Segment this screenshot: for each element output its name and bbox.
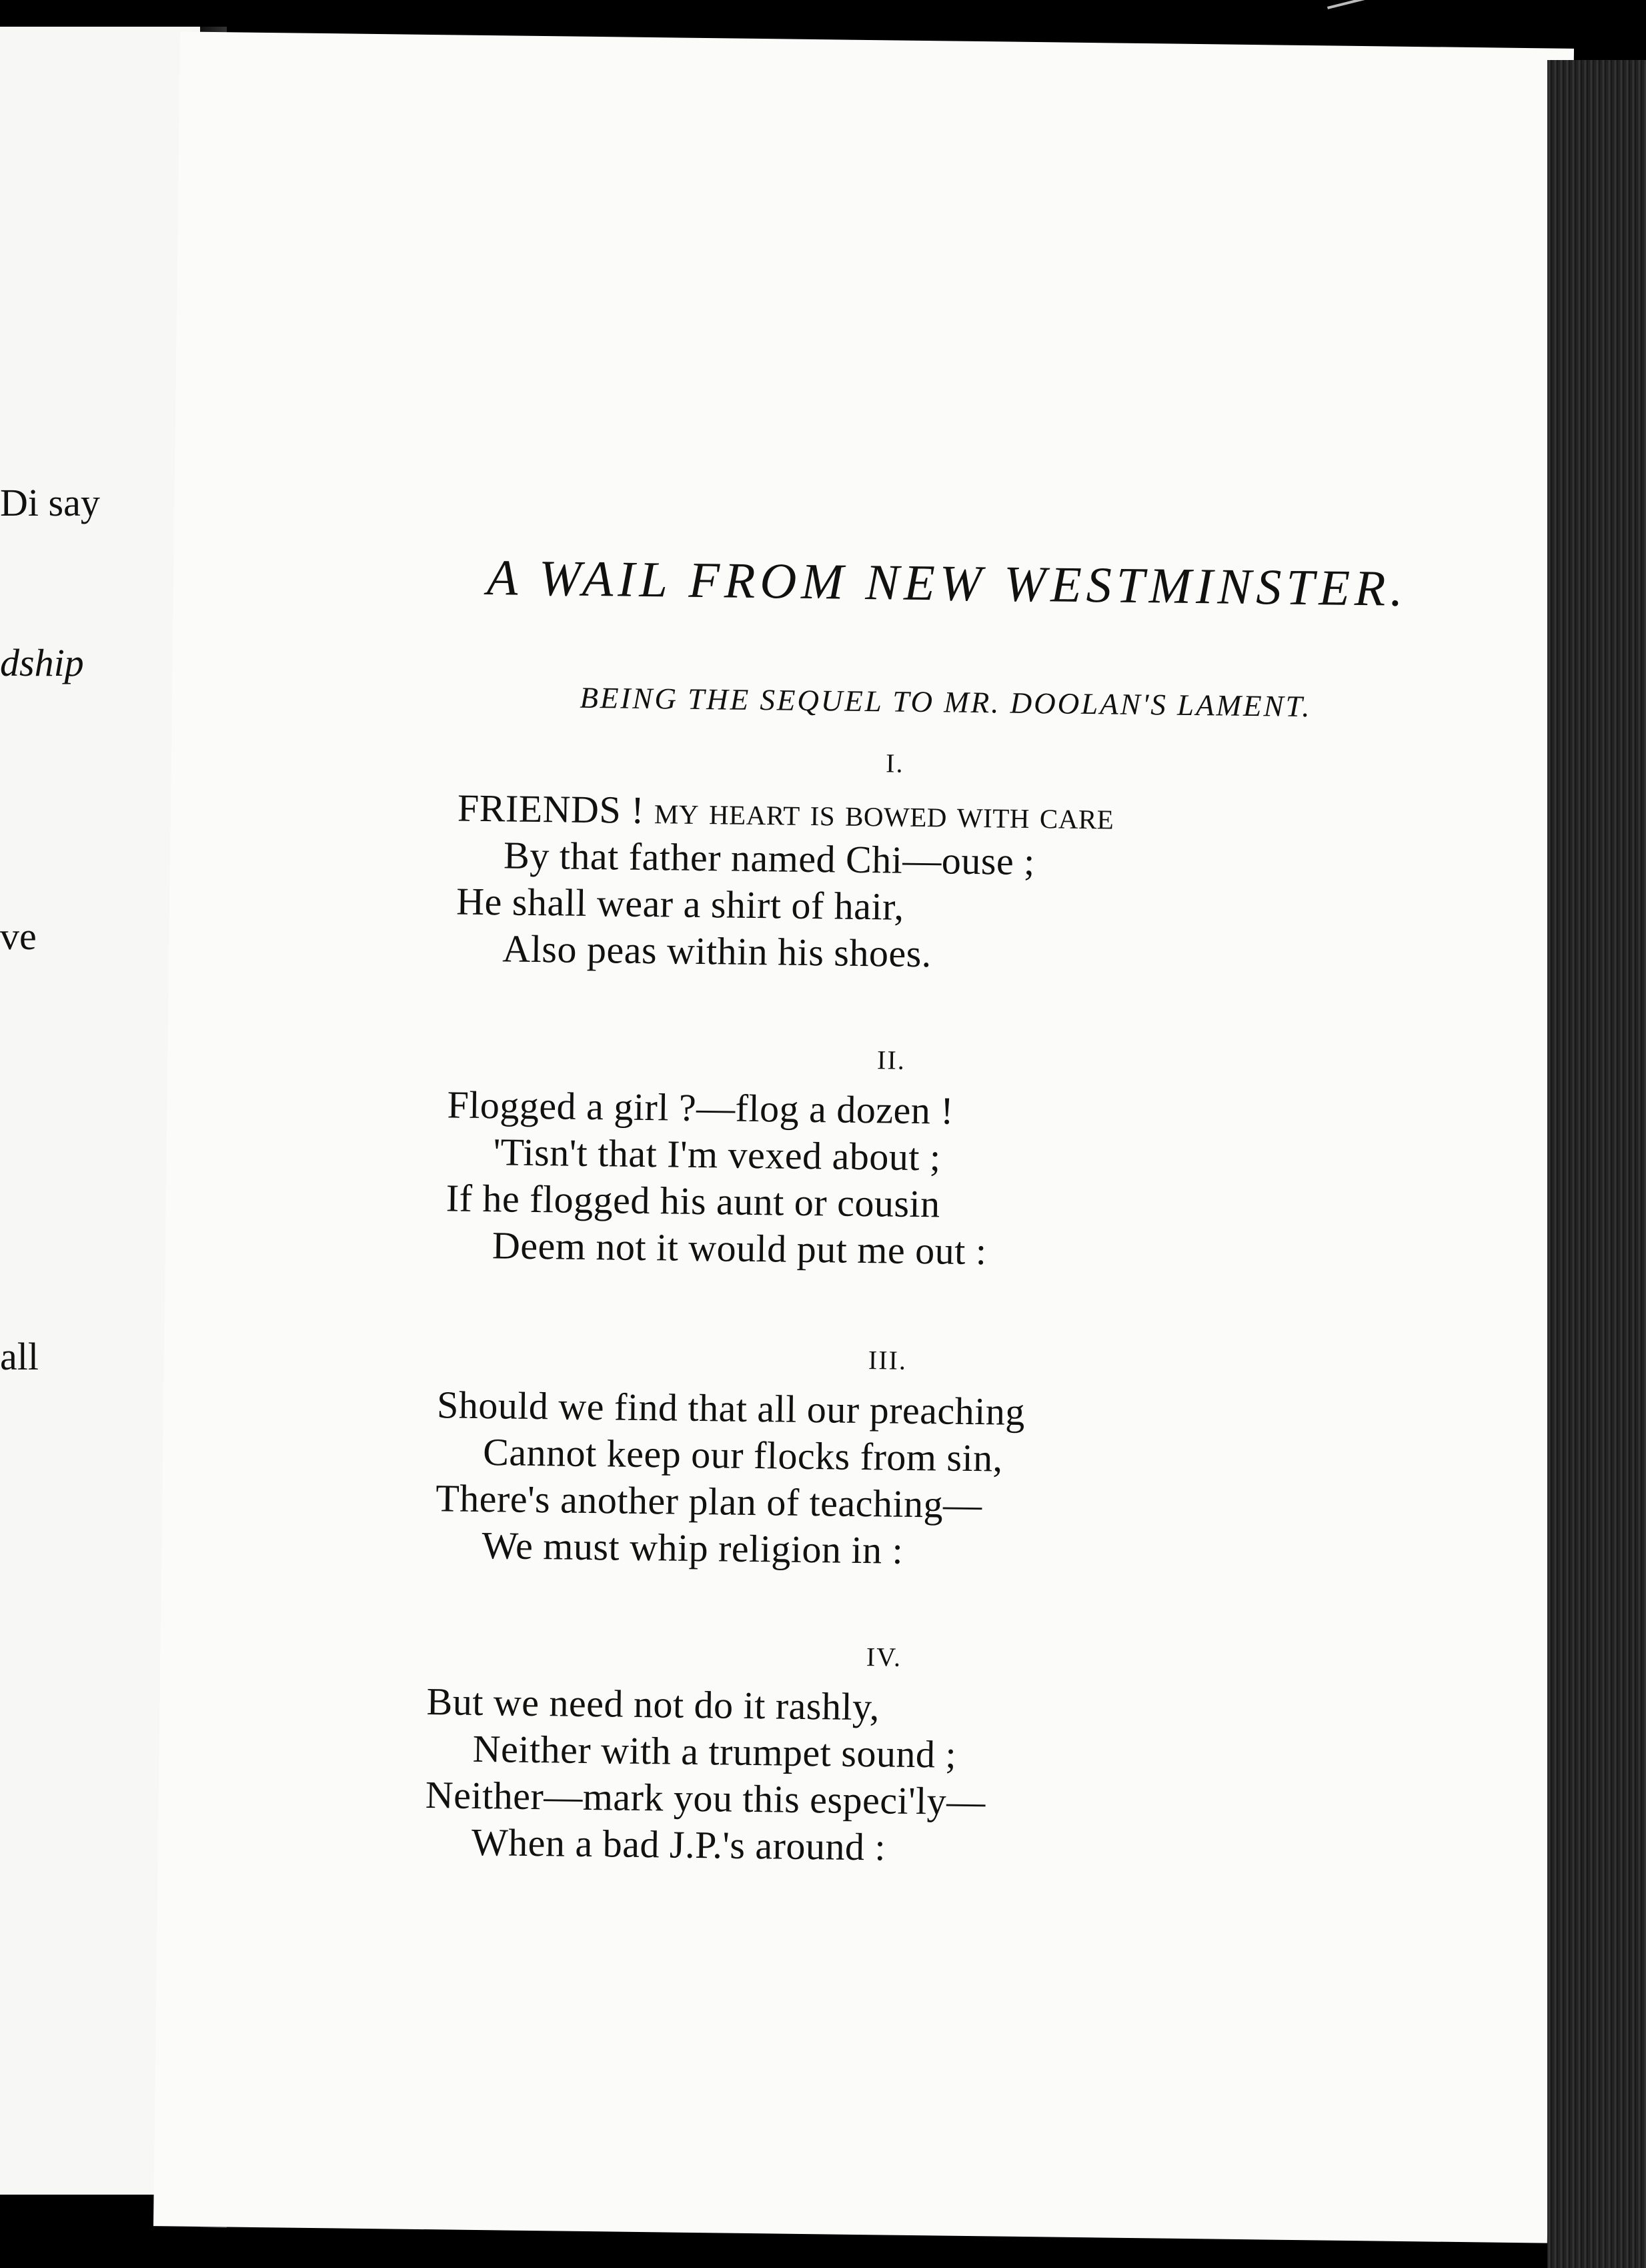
stanza-line: Deem not it would put me out : xyxy=(492,1223,987,1273)
left-fragment-1: Di say xyxy=(0,481,100,524)
stanza-line: We must whip religion in : xyxy=(482,1524,904,1572)
stanza-line: Neither—mark you this especi'ly— xyxy=(425,1773,986,1824)
stanza-numeral: I. xyxy=(885,748,904,778)
stanza-numeral: II. xyxy=(876,1045,906,1075)
stanza-numeral: IV. xyxy=(866,1642,902,1672)
stray-line xyxy=(1327,0,1457,9)
stanza-line: Should we find that all our preaching xyxy=(436,1383,1026,1434)
right-page xyxy=(153,31,1574,2243)
stanza-line: Also peas within his shoes. xyxy=(502,927,932,976)
stanza-line: But we need not do it rashly, xyxy=(426,1680,880,1729)
stanza-line: 'Tisn't that I'm vexed about ; xyxy=(493,1130,941,1179)
stanza-numeral: III. xyxy=(868,1345,908,1375)
left-fragment-2: dship xyxy=(0,641,84,684)
poem-subtitle: BEING THE SEQUEL TO MR. DOOLAN'S LAMENT. xyxy=(580,680,1312,724)
left-fragment-3: ve xyxy=(0,915,37,958)
page-edges xyxy=(1547,60,1646,2268)
stanza-line: Flogged a girl ?—flog a dozen ! xyxy=(447,1083,954,1133)
left-fragment-4: all xyxy=(0,1335,39,1378)
first-word: FRIENDS ! my heart is bowed with care xyxy=(457,786,1114,838)
poem-title: A WAIL FROM NEW WESTMINSTER. xyxy=(486,550,1408,617)
stanza-line: By that father named Chi—ouse ; xyxy=(503,833,1036,884)
stanza-line xyxy=(458,786,1114,838)
stanza-line: Cannot keep our flocks from sin, xyxy=(482,1430,1004,1480)
stanza-line: When a bad J.P.'s around : xyxy=(471,1820,886,1869)
stanza-line: He shall wear a shirt of hair, xyxy=(456,879,905,929)
stanza-line: Neither with a trumpet sound ; xyxy=(472,1726,957,1776)
stanza-line: There's another plan of teaching— xyxy=(435,1476,982,1527)
poem-body xyxy=(153,31,1574,2243)
stanza-line: If he flogged his aunt or cousin xyxy=(446,1176,941,1226)
